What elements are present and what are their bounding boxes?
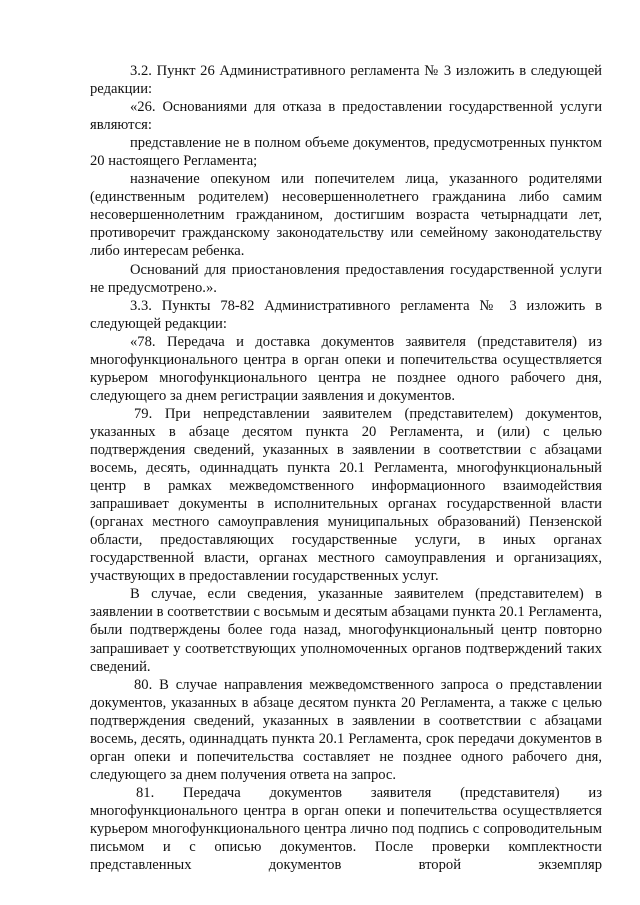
paragraph-3-3: 3.3. Пункты 78-82 Административного регламента № 3 изложить в следующей редакции: [90, 297, 602, 332]
paragraph-79-note: В случае, если сведения, указанные заявителем (представителем) в заявлении в соответствии с восьмым и десятым абзацами пункта 20.1 Регламента, были подтверждены более года назад, многофункциональный центр повторно запрашивает у соответствующих уполномоченных органов подтверждений таких сведений. [90, 586, 602, 675]
paragraph-26-item-2: назначение опекуном или попечителем лица, указанного родителями (единственным родителем) несовершеннолетнего гражданина либо самим несовершеннолетним гражданином, достигшим возраста четырнадцати лет, противоречит гражданскому законодательству или семейному законодательству либо интересам ребенка. [90, 171, 602, 260]
paragraph-79: 79. При непредставлении заявителем (представителем) документов, указанных в абзаце десятом пункта 20 Регламента, и (или) с целью подтверждения сведений, указанных в заявлении в соответствии с абзацами восемь, десять, одиннадцать пункта 20.1 Регламента, многофункциональный центр в рамках межведомственного информационного взаимодействия запрашивает документы в исполнительных органах государственной власти (органах местного самоуправления муниципальных образований) Пензенской области, предоставляющих государственные услуги, в иных органах государственной власти, органах местного самоуправления и организациях, участвующих в предоставлении государственных услуг. [90, 405, 602, 585]
paragraph-26-suspension: Оснований для приостановления предоставления государственной услуги не предусмотрено.». [90, 261, 602, 296]
paragraph-78: «78. Передача и доставка документов заявителя (представителя) из многофункционального центра в орган опеки и попечительства осуществляется курьером многофункционального центра не позднее одного рабочего дня, следующего за днем регистрации заявления и документов. [90, 333, 602, 404]
document-page [90, 62, 602, 874]
paragraph-3-2: 3.2. Пункт 26 Административного регламента № 3 изложить в следующей редакции: [90, 63, 602, 98]
paragraph-80: 80. В случае направления межведомственного запроса о представлении документов, указанных в абзаце десятом пункта 20 Регламента, а также с целью подтверждения сведений, указанных в заявлении в соответствии с абзацами восемь, десять, одиннадцать пункта 20.1 Регламента, срок передачи документов в орган опеки и попечительства составляет не позднее одного рабочего дня, следующего за днем получения ответа на запрос. [90, 676, 602, 783]
paragraph-26-intro: «26. Основаниями для отказа в предоставлении государственной услуги являются: [90, 99, 602, 134]
paragraph-26-item-1: представление не в полном объеме документов, предусмотренных пунктом 20 настоящего Регламента; [90, 135, 602, 170]
paragraph-81: 81. Передача документов заявителя (представителя) из многофункционального центра в орган опеки и попечительства осуществляется курьером многофункционального центра лично под подпись с сопроводительным письмом и с описью документов. После проверки комплектности представленных документов второй экземпляр [90, 784, 602, 874]
